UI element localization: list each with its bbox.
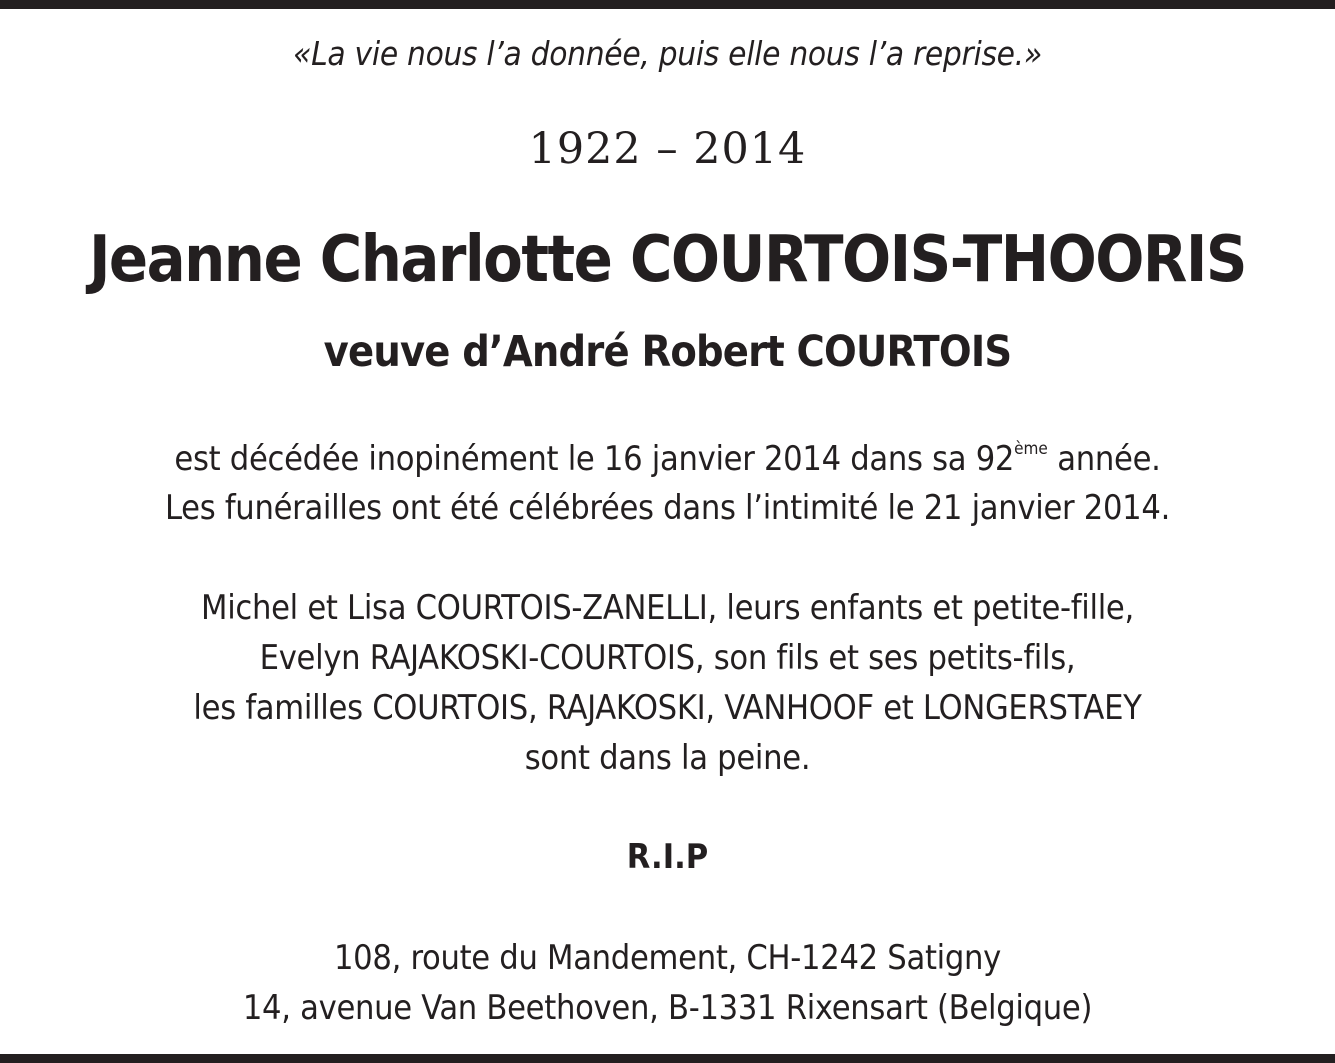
death-line-text: est décédée inopinément le 16 janvier 2014 dans sa 92 xyxy=(174,439,1015,479)
life-years: 1922 – 2014 xyxy=(528,124,807,174)
death-announcement-line xyxy=(0,434,1335,484)
address-line: 14, avenue Van Beethoven, B-1331 Rixensart (Belgique) xyxy=(242,988,1093,1028)
family-line: Michel et Lisa COURTOIS-ZANELLI, leurs enfants et petite-fille, xyxy=(201,588,1134,628)
ordinal-suffix: ème xyxy=(1014,439,1048,459)
top-border-rule xyxy=(0,0,1335,9)
epigraph-quote: «La vie nous l’a donnée, puis elle nous l’a reprise.» xyxy=(293,34,1042,73)
family-line: les familles COURTOIS, RAJAKOSKI, VANHOOF et LONGERSTAEY xyxy=(193,688,1142,728)
rip-label: R.I.P xyxy=(626,837,709,877)
address-line: 108, route du Mandement, CH-1242 Satigny xyxy=(333,938,1002,978)
bottom-border-rule xyxy=(0,1054,1335,1063)
widow-of-line: veuve d’André Robert COURTOIS xyxy=(323,327,1012,377)
death-line-end: année. xyxy=(1047,439,1161,479)
deceased-name: Jeanne Charlotte COURTOIS-THOORIS xyxy=(88,222,1247,297)
family-line: sont dans la peine. xyxy=(524,738,811,778)
family-line: Evelyn RAJAKOSKI-COURTOIS, son fils et ses petits-fils, xyxy=(259,638,1076,678)
funeral-line: Les funérailles ont été célébrées dans l’intimité le 21 janvier 2014. xyxy=(164,488,1171,528)
